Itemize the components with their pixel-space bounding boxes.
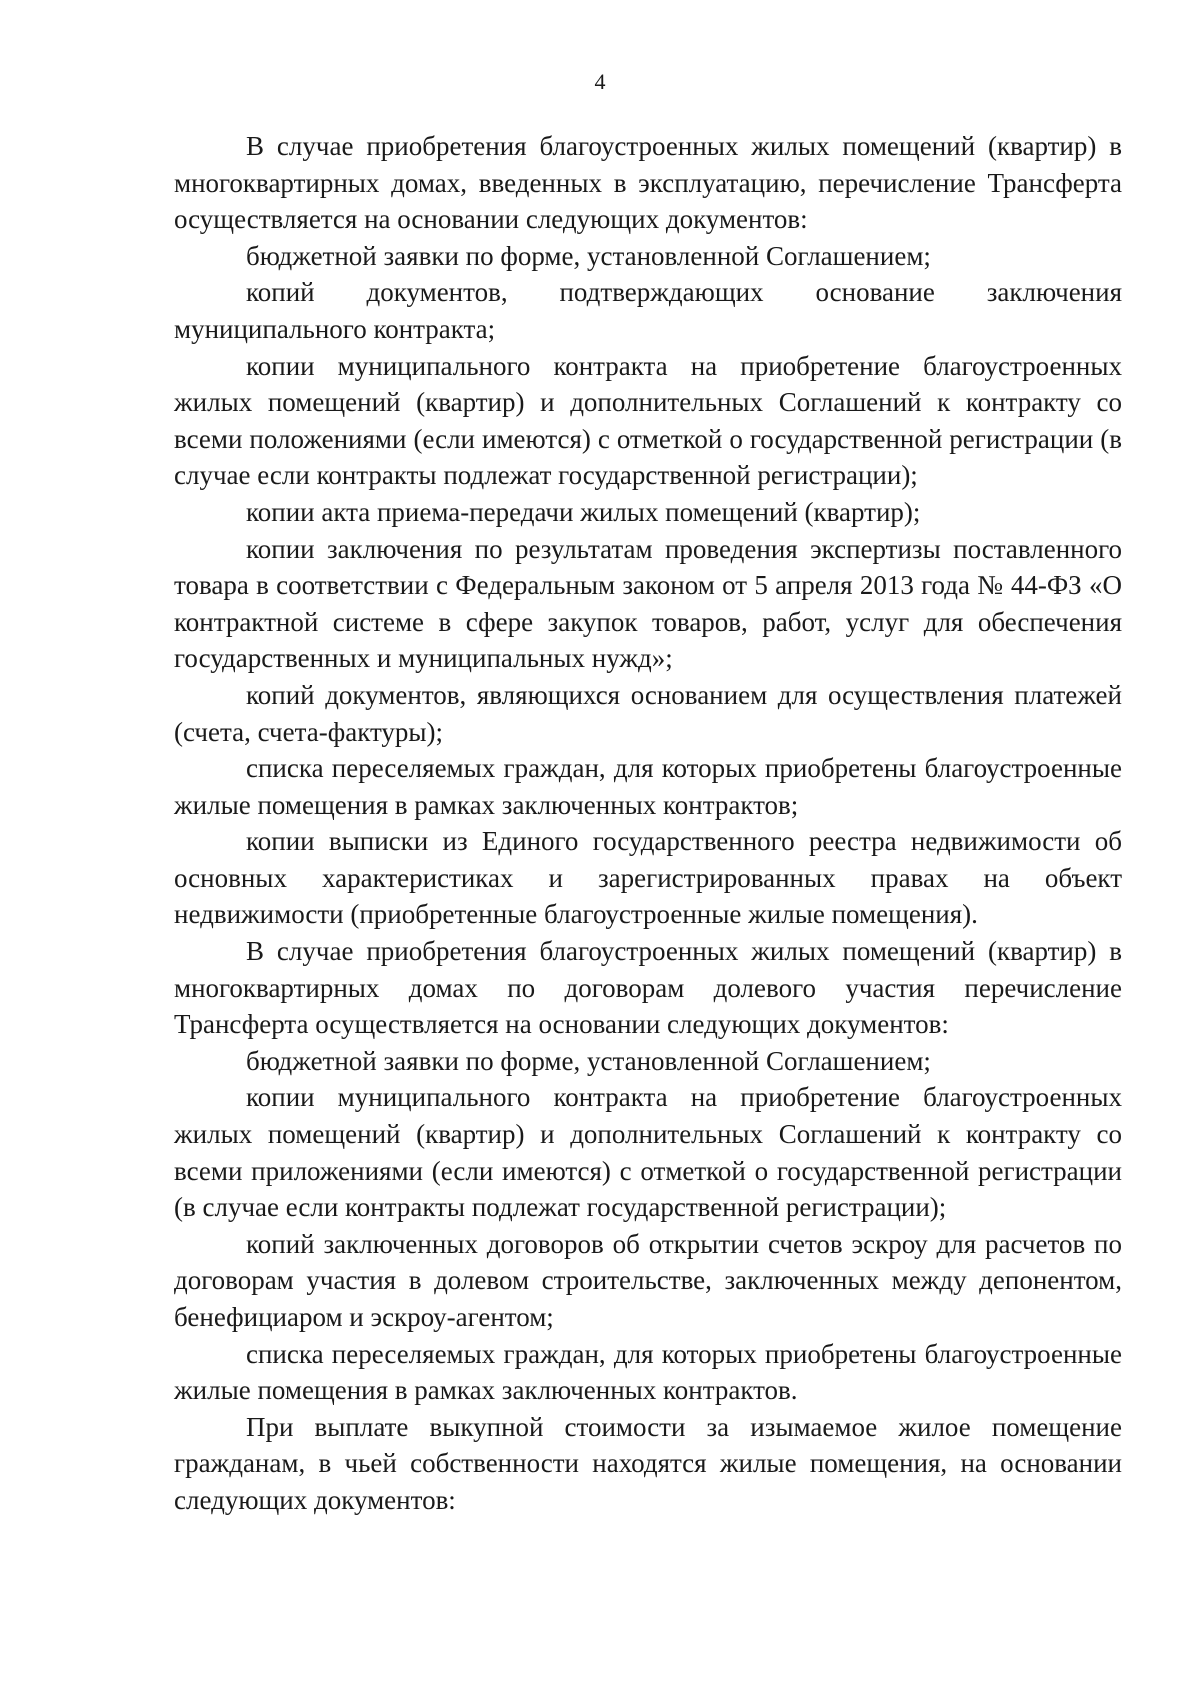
page-number: 4: [594, 69, 606, 94]
paragraph: При выплате выкупной стоимости за изымаемое жилое помещение гражданам, в чьей собственности находятся жилые помещения, на основании следующих документов:: [174, 1411, 1122, 1515]
paragraph: бюджетной заявки по форме, установленной Соглашением;: [246, 1045, 931, 1076]
paragraph: копий заключенных договоров об открытии счетов эскроу для расчетов по договорам участия в долевом строительстве, заключенных между депонентом, бенефициаром и эскроу-агентом;: [174, 1228, 1122, 1332]
paragraph: В случае приобретения благоустроенных жилых помещений (квартир) в многоквартирных домах по договорам долевого участия перечисление Трансферта осуществляется на основании следующих документов:: [174, 936, 1122, 1040]
paragraph: списка переселяемых граждан, для которых приобретены благоустроенные жилые помещения в рамках заключенных контрактов;: [174, 753, 1122, 820]
paragraph: копии муниципального контракта на приобретение благоустроенных жилых помещений (квартир) и дополнительных Соглашений к контракту со всеми положениями (если имеются) с отметкой о государственной регистрации (в случае если контракты подлежат государственной регистрации);: [174, 350, 1122, 491]
paragraph: копии муниципального контракта на приобретение благоустроенных жилых помещений (квартир) и дополнительных Соглашений к контракту со всеми приложениями (если имеются) с отметкой о государственной регистрации (в случае если контракты подлежат государственной регистрации);: [174, 1082, 1122, 1223]
paragraph: копии заключения по результатам проведения экспертизы поставленного товара в соответствии с Федеральным законом от 5 апреля 2013 года № 44-ФЗ «О контрактной системе в сфере закупок товаров, работ, услуг для обеспечения государственных и муниципальных нужд»;: [174, 533, 1122, 674]
paragraph: В случае приобретения благоустроенных жилых помещений (квартир) в многоквартирных домах, введенных в эксплуатацию, перечисление Трансферта осуществляется на основании следующих документов:: [174, 131, 1122, 235]
paragraph: копий документов, подтверждающих основание заключения муниципального контракта;: [174, 277, 1122, 344]
paragraph: копии акта приема-передачи жилых помещений (квартир);: [246, 496, 921, 527]
paragraph: копий документов, являющихся основанием для осуществления платежей (счета, счета-фактуры);: [174, 679, 1122, 747]
paragraph: бюджетной заявки по форме, установленной Соглашением;: [246, 240, 931, 271]
paragraph: копии выписки из Единого государственного реестра недвижимости об основных характеристиках и зарегистрированных правах на объект недвижимости (приобретенные благоустроенные жилые помещения).: [174, 826, 1122, 930]
document-body: [174, 128, 1122, 1519]
paragraph: списка переселяемых граждан, для которых приобретены благоустроенные жилые помещения в рамках заключенных контрактов.: [174, 1338, 1122, 1406]
